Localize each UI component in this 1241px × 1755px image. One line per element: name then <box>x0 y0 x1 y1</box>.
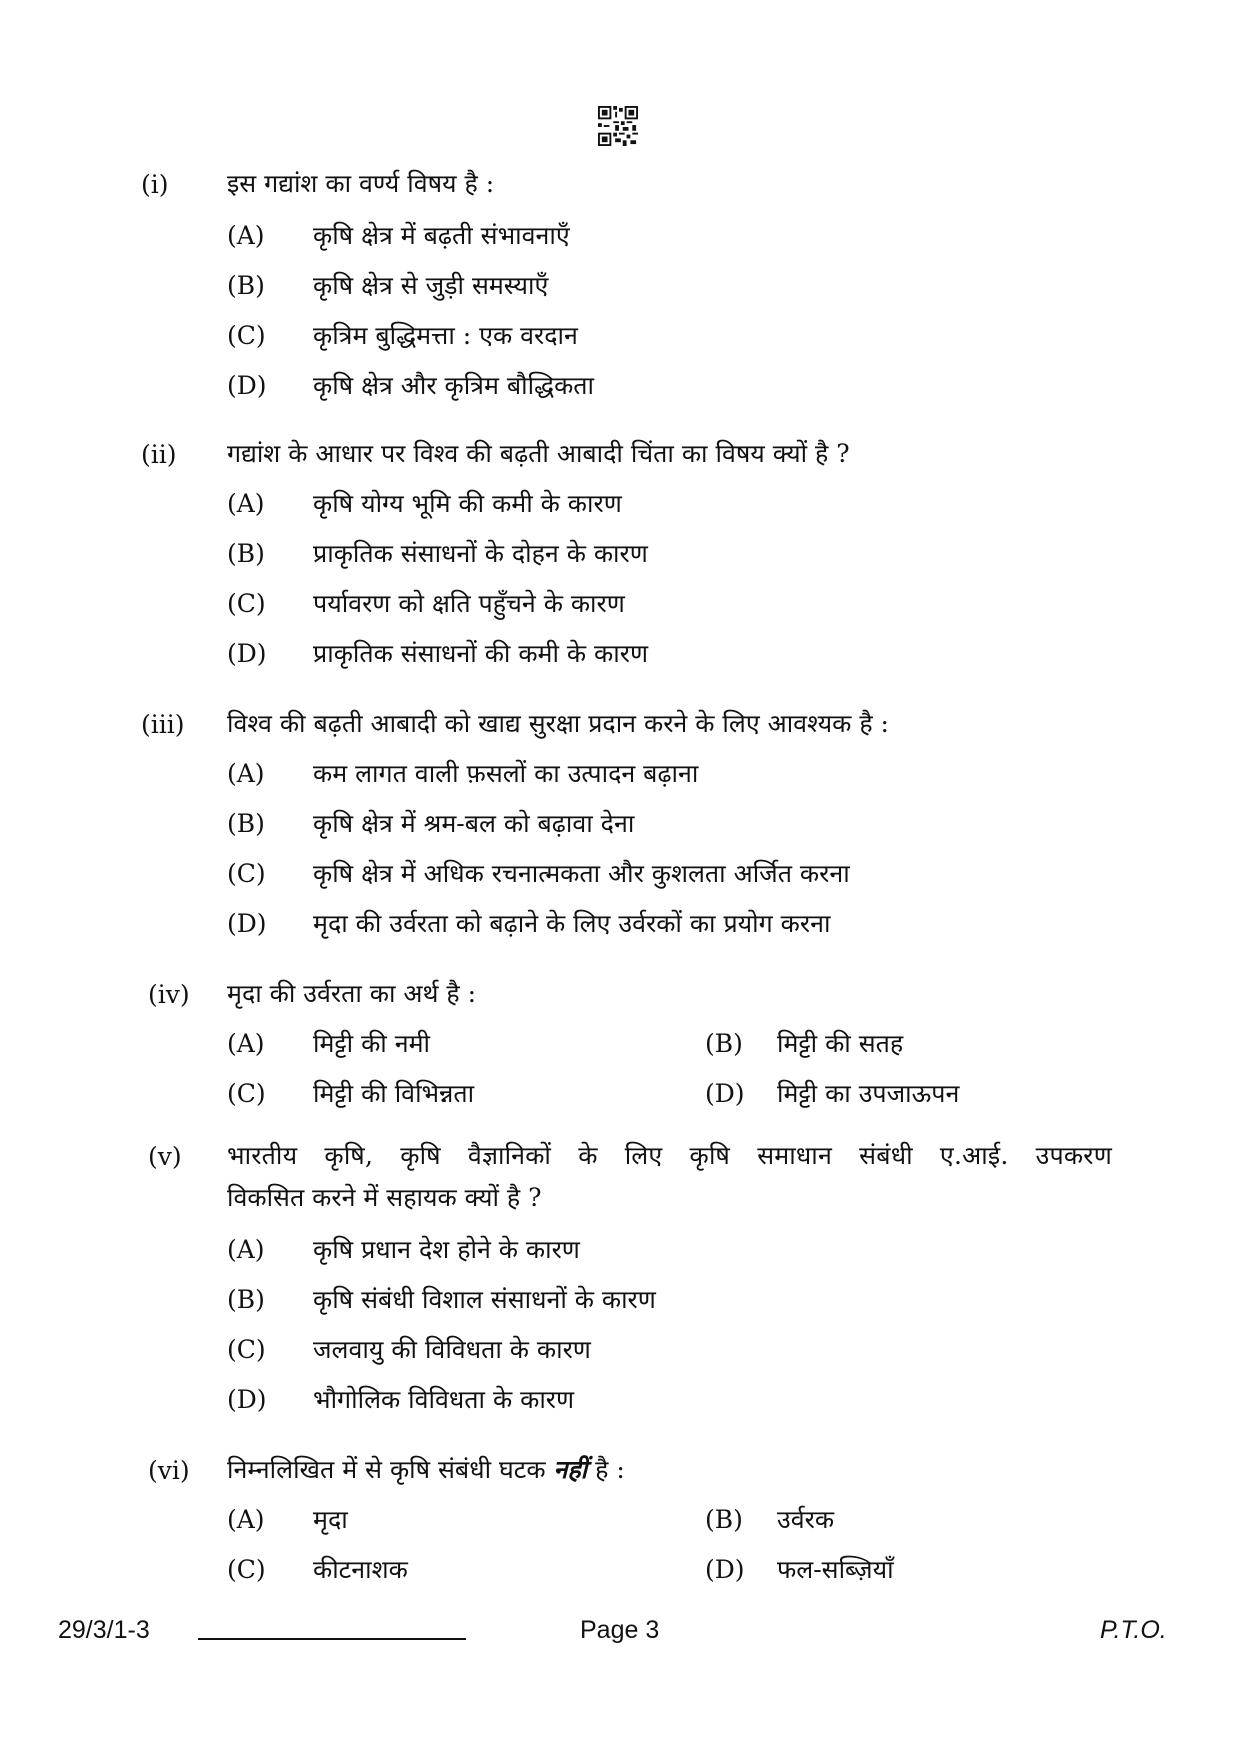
question-text-line-1: भारतीय कृषि, कृषि वैज्ञानिकों के लिए कृषि समाधान संबंधी ए.आई. उपकरण <box>227 1141 1112 1170</box>
question-text-line-2: विकसित करने में सहायक क्यों है ? <box>227 1183 542 1212</box>
option-label: (B) <box>705 1029 743 1058</box>
page-number: Page 3 <box>580 1616 660 1644</box>
option-text: कृषि क्षेत्र में अधिक रचनात्मकता और कुशलता अर्जित करना <box>313 859 850 888</box>
option-label: (D) <box>227 909 267 938</box>
option-label: (A) <box>227 759 265 788</box>
option-text: कृत्रिम बुद्धिमत्ता : एक वरदान <box>313 321 578 350</box>
footer-divider <box>198 1638 466 1640</box>
option-label: (A) <box>227 1029 265 1058</box>
question-number: (vi) <box>148 1456 190 1485</box>
option-text: कम लागत वाली फ़सलों का उत्पादन बढ़ाना <box>313 759 699 788</box>
question-number: (v) <box>148 1142 182 1171</box>
option-text: मिट्टी की विभिन्नता <box>313 1079 475 1108</box>
question-text-before: निम्नलिखित में से कृषि संबंधी घटक <box>227 1455 546 1484</box>
option-text: कीटनाशक <box>313 1555 408 1584</box>
option-text: फल-सब्ज़ियाँ <box>777 1555 894 1584</box>
option-label: (D) <box>227 1385 267 1414</box>
question-text <box>227 1448 625 1492</box>
paper-code: 29/3/1-3 <box>58 1616 150 1644</box>
option-label: (A) <box>227 489 265 518</box>
option-label: (D) <box>705 1079 745 1108</box>
option-label: (D) <box>705 1555 745 1584</box>
option-text: प्राकृतिक संसाधनों के दोहन के कारण <box>313 539 648 568</box>
option-text: भौगोलिक विविधता के कारण <box>313 1385 575 1414</box>
option-text: कृषि क्षेत्र में श्रम-बल को बढ़ावा देना <box>313 809 635 838</box>
option-label: (B) <box>227 809 265 838</box>
option-text: कृषि योग्य भूमि की कमी के कारण <box>313 489 622 518</box>
option-label: (B) <box>705 1505 743 1534</box>
option-label: (D) <box>227 371 267 400</box>
question-text: मृदा की उर्वरता का अर्थ है : <box>227 979 477 1008</box>
option-label: (A) <box>227 221 265 250</box>
option-label: (C) <box>227 1335 266 1364</box>
question-text: गद्यांश के आधार पर विश्व की बढ़ती आबादी चिंता का विषय क्यों है ? <box>227 439 850 468</box>
option-text: कृषि संबंधी विशाल संसाधनों के कारण <box>313 1285 656 1314</box>
option-label: (A) <box>227 1505 265 1534</box>
question-number: (ii) <box>141 440 177 469</box>
question-number: (i) <box>141 170 169 199</box>
option-label: (D) <box>227 639 267 668</box>
option-text: प्राकृतिक संसाधनों की कमी के कारण <box>313 639 649 668</box>
page-footer <box>0 1616 1241 1656</box>
option-text: मृदा <box>313 1505 348 1534</box>
option-text: कृषि क्षेत्र में बढ़ती संभावनाएँ <box>313 221 570 250</box>
question-text-emphasis: नहीं <box>553 1455 588 1484</box>
option-text: मिट्टी की नमी <box>313 1029 430 1058</box>
option-label: (A) <box>227 1235 265 1264</box>
option-text: कृषि प्रधान देश होने के कारण <box>313 1235 580 1264</box>
qr-code-icon <box>598 106 638 146</box>
option-text: मिट्टी का उपजाऊपन <box>777 1079 960 1108</box>
option-text: जलवायु की विविधता के कारण <box>313 1335 591 1364</box>
question-number: (iii) <box>141 710 185 739</box>
question-number: (iv) <box>148 980 190 1009</box>
option-label: (C) <box>227 1555 266 1584</box>
question-text: विश्व की बढ़ती आबादी को खाद्य सुरक्षा प्रदान करने के लिए आवश्यक है : <box>227 709 889 738</box>
option-text: कृषि क्षेत्र से जुड़ी समस्याएँ <box>313 271 549 300</box>
option-text: उर्वरक <box>777 1505 835 1534</box>
option-label: (C) <box>227 321 266 350</box>
option-label: (B) <box>227 271 265 300</box>
option-label: (C) <box>227 859 266 888</box>
option-text: पर्यावरण को क्षति पहुँचने के कारण <box>313 589 625 618</box>
option-label: (C) <box>227 589 266 618</box>
option-label: (B) <box>227 539 265 568</box>
option-text: कृषि क्षेत्र और कृत्रिम बौद्धिकता <box>313 371 594 400</box>
option-label: (B) <box>227 1285 265 1314</box>
please-turn-over: P.T.O. <box>1100 1616 1167 1644</box>
option-text: मृदा की उर्वरता को बढ़ाने के लिए उर्वरकों का प्रयोग करना <box>313 909 831 938</box>
option-text: मिट्टी की सतह <box>777 1029 904 1058</box>
option-label: (C) <box>227 1079 266 1108</box>
question-text: इस गद्यांश का वर्ण्य विषय है : <box>227 169 495 198</box>
question-text-after: है : <box>595 1455 625 1484</box>
